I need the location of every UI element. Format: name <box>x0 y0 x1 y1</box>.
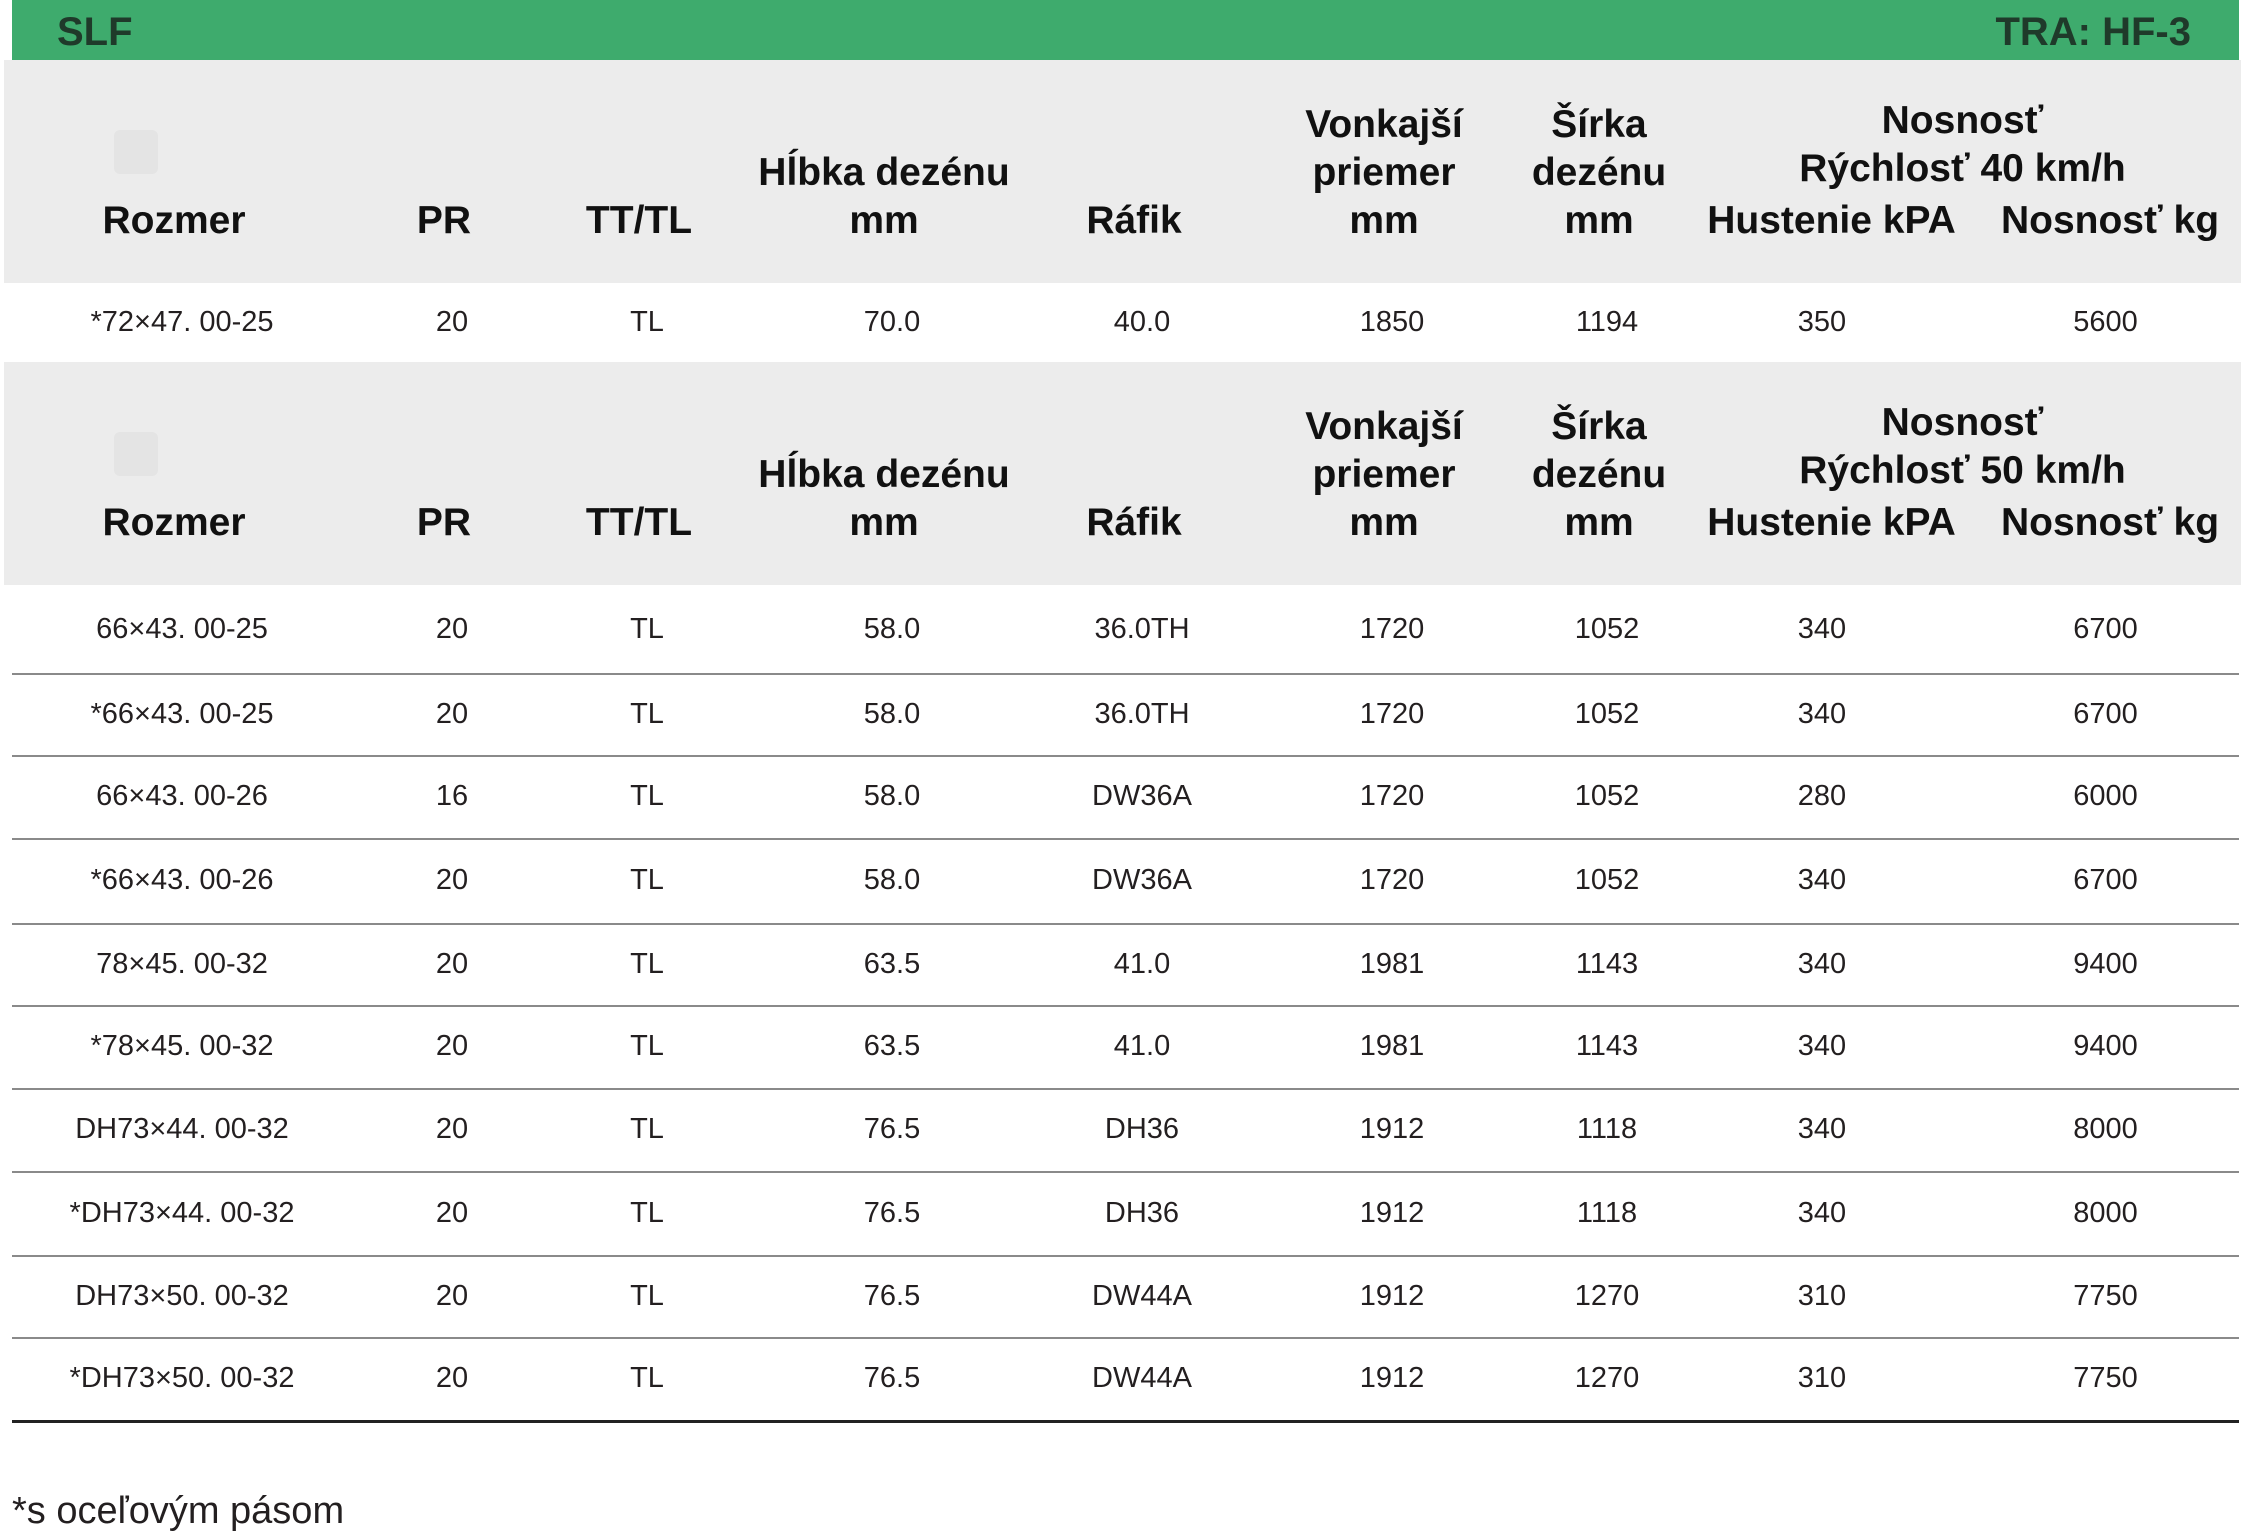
cell-tread-width: 1052 <box>1574 697 1640 730</box>
cell-rim: 36.0TH <box>1094 697 1190 730</box>
cell-pressure: 310 <box>1797 1279 1847 1312</box>
standard-code: TRA: HF-3 <box>1995 10 2191 54</box>
cell-pressure: 340 <box>1797 1030 1847 1062</box>
header-load-capacity: Nosnosť Rýchlosť 40 km/h <box>1799 99 2126 190</box>
cell-tread-depth: 70.0 <box>863 306 921 338</box>
cell-rim: 41.0 <box>1113 947 1171 980</box>
cell-size: 66×43. 00-26 <box>96 780 268 812</box>
table-row <box>12 1171 2239 1257</box>
cell-size: *DH73×44. 00-32 <box>69 1196 295 1229</box>
header-tread-width: Šírka dezénu mm <box>1531 405 1667 544</box>
cell-tread-depth: 63.5 <box>863 947 921 980</box>
header-rozmer: Rozmer <box>102 199 246 242</box>
cell-pressure: 340 <box>1797 612 1847 645</box>
cell-tread-width: 1143 <box>1575 1030 1639 1062</box>
footnote: *s oceľovým pásom <box>12 1490 345 1532</box>
header-pressure: Hustenie kPA <box>1707 501 1956 544</box>
cell-pr: 20 <box>435 947 469 980</box>
cell-outer-diameter: 1720 <box>1359 612 1425 645</box>
cell-outer-diameter: 1912 <box>1359 1279 1425 1312</box>
cell-outer-diameter: 1720 <box>1359 864 1425 896</box>
table-row <box>12 1005 2239 1090</box>
cell-load: 6700 <box>2073 697 2138 730</box>
cell-size: *66×43. 00-25 <box>90 697 274 730</box>
cell-size: DH73×50. 00-32 <box>75 1279 289 1312</box>
cell-load: 6700 <box>2073 612 2138 645</box>
cell-pr: 20 <box>435 306 469 338</box>
header-rim: Ráfik <box>1086 501 1182 544</box>
cell-size: DH73×44. 00-32 <box>75 1113 289 1145</box>
cell-size: *78×45. 00-32 <box>90 1030 274 1062</box>
header-rim: Ráfik <box>1086 199 1182 242</box>
table-row <box>12 1255 2239 1339</box>
cell-pr: 20 <box>435 1030 469 1062</box>
cell-tread-width: 1270 <box>1574 1279 1640 1312</box>
cell-rim: 36.0TH <box>1094 612 1190 645</box>
table-row <box>12 1088 2239 1173</box>
cell-tt-tl: TL <box>630 1113 664 1145</box>
cell-tt-tl: TL <box>630 697 664 730</box>
cell-tread-width: 1052 <box>1574 864 1640 896</box>
cell-tread-width: 1052 <box>1574 780 1640 812</box>
header-outer-diameter: Vonkajší priemer mm <box>1305 103 1463 242</box>
cell-tread-depth: 58.0 <box>863 864 921 896</box>
brand-label: SLF <box>57 10 133 54</box>
cell-pr: 20 <box>435 1279 469 1312</box>
cell-pr: 20 <box>435 1113 469 1145</box>
cell-tread-depth: 76.5 <box>863 1279 921 1312</box>
header-tread-depth: Hĺbka dezénu mm <box>758 151 1010 242</box>
cell-tread-width: 1118 <box>1576 1196 1638 1229</box>
cell-load: 7750 <box>2073 1362 2138 1394</box>
cell-pressure: 280 <box>1797 780 1847 812</box>
header-load-kg: Nosnosť kg <box>2000 501 2220 544</box>
cell-pr: 16 <box>435 780 469 812</box>
cell-size: 78×45. 00-32 <box>96 947 268 980</box>
cell-size: *72×47. 00-25 <box>90 306 274 338</box>
cell-tread-width: 1118 <box>1576 1113 1638 1145</box>
header-pressure: Hustenie kPA <box>1707 199 1956 242</box>
cell-rim: DW44A <box>1092 1279 1192 1312</box>
cell-load: 8000 <box>2073 1196 2138 1229</box>
cell-tread-depth: 76.5 <box>863 1113 921 1145</box>
table-header-2 <box>4 362 2241 585</box>
header-load-kg: Nosnosť kg <box>2000 199 2220 242</box>
cell-tread-depth: 58.0 <box>863 612 921 645</box>
cell-outer-diameter: 1981 <box>1359 1030 1425 1062</box>
cell-size: *66×43. 00-26 <box>90 864 274 896</box>
placeholder-mark <box>114 130 158 174</box>
cell-tt-tl: TL <box>630 612 664 645</box>
title-banner <box>12 0 2239 60</box>
cell-load: 7750 <box>2073 1279 2138 1312</box>
cell-outer-diameter: 1912 <box>1359 1362 1425 1394</box>
cell-rim: DW36A <box>1092 864 1192 896</box>
cell-tt-tl: TL <box>630 1196 664 1229</box>
cell-load: 9400 <box>2073 947 2138 980</box>
header-pr: PR <box>416 199 472 242</box>
cell-rim: 41.0 <box>1113 1030 1171 1062</box>
cell-outer-diameter: 1981 <box>1359 947 1425 980</box>
cell-rim: DH36 <box>1104 1113 1180 1145</box>
table-row <box>12 673 2239 757</box>
header-load-capacity: Nosnosť Rýchlosť 50 km/h <box>1799 401 2126 492</box>
cell-load: 6700 <box>2073 864 2138 896</box>
cell-outer-diameter: 1912 <box>1359 1196 1425 1229</box>
cell-pressure: 310 <box>1797 1362 1847 1394</box>
cell-tread-depth: 76.5 <box>863 1362 921 1394</box>
cell-outer-diameter: 1720 <box>1359 697 1425 730</box>
cell-tt-tl: TL <box>630 864 664 896</box>
cell-tread-width: 1270 <box>1574 1362 1640 1394</box>
cell-rim: DH36 <box>1104 1196 1180 1229</box>
cell-tt-tl: TL <box>630 1030 664 1062</box>
cell-tt-tl: TL <box>630 1279 664 1312</box>
cell-rim: 40.0 <box>1113 306 1171 338</box>
header-rozmer: Rozmer <box>102 501 246 544</box>
cell-tread-depth: 58.0 <box>863 697 921 730</box>
cell-pr: 20 <box>435 697 469 730</box>
cell-size: 66×43. 00-25 <box>96 612 268 645</box>
cell-pressure: 340 <box>1797 1196 1847 1229</box>
cell-pr: 20 <box>435 612 469 645</box>
cell-tread-width: 1194 <box>1575 306 1639 338</box>
cell-tread-width: 1143 <box>1575 947 1639 980</box>
cell-rim: DW36A <box>1092 780 1192 812</box>
cell-pr: 20 <box>435 864 469 896</box>
cell-tt-tl: TL <box>630 1362 664 1394</box>
cell-load: 9400 <box>2073 1030 2138 1062</box>
cell-tread-depth: 63.5 <box>863 1030 921 1062</box>
cell-load: 6000 <box>2073 780 2138 812</box>
table-row <box>12 585 2239 675</box>
table-row <box>12 923 2239 1007</box>
table-row <box>12 1337 2239 1423</box>
cell-pressure: 340 <box>1797 697 1847 730</box>
cell-pr: 20 <box>435 1196 469 1229</box>
table-row <box>12 755 2239 840</box>
cell-tread-depth: 76.5 <box>863 1196 921 1229</box>
table-header-1 <box>4 60 2241 283</box>
header-tread-depth: Hĺbka dezénu mm <box>758 453 1010 544</box>
cell-outer-diameter: 1912 <box>1359 1113 1425 1145</box>
cell-load: 8000 <box>2073 1113 2138 1145</box>
cell-tread-width: 1052 <box>1574 612 1640 645</box>
table-row <box>12 838 2239 925</box>
header-pr: PR <box>416 501 472 544</box>
cell-rim: DW44A <box>1092 1362 1192 1394</box>
cell-outer-diameter: 1850 <box>1359 306 1425 338</box>
cell-tread-depth: 58.0 <box>863 780 921 812</box>
cell-pressure: 350 <box>1797 306 1847 338</box>
cell-pressure: 340 <box>1797 947 1847 980</box>
header-outer-diameter: Vonkajší priemer mm <box>1305 405 1463 544</box>
cell-pr: 20 <box>435 1362 469 1394</box>
cell-pressure: 340 <box>1797 1113 1847 1145</box>
header-tt-tl: TT/TL <box>585 199 693 242</box>
cell-tt-tl: TL <box>630 306 664 338</box>
cell-load: 5600 <box>2073 306 2138 338</box>
cell-tt-tl: TL <box>630 780 664 812</box>
cell-outer-diameter: 1720 <box>1359 780 1425 812</box>
table-row <box>12 285 2239 360</box>
header-tread-width: Šírka dezénu mm <box>1531 103 1667 242</box>
placeholder-mark <box>114 432 158 476</box>
cell-tt-tl: TL <box>630 947 664 980</box>
cell-pressure: 340 <box>1797 864 1847 896</box>
cell-size: *DH73×50. 00-32 <box>69 1362 295 1394</box>
header-tt-tl: TT/TL <box>585 501 693 544</box>
